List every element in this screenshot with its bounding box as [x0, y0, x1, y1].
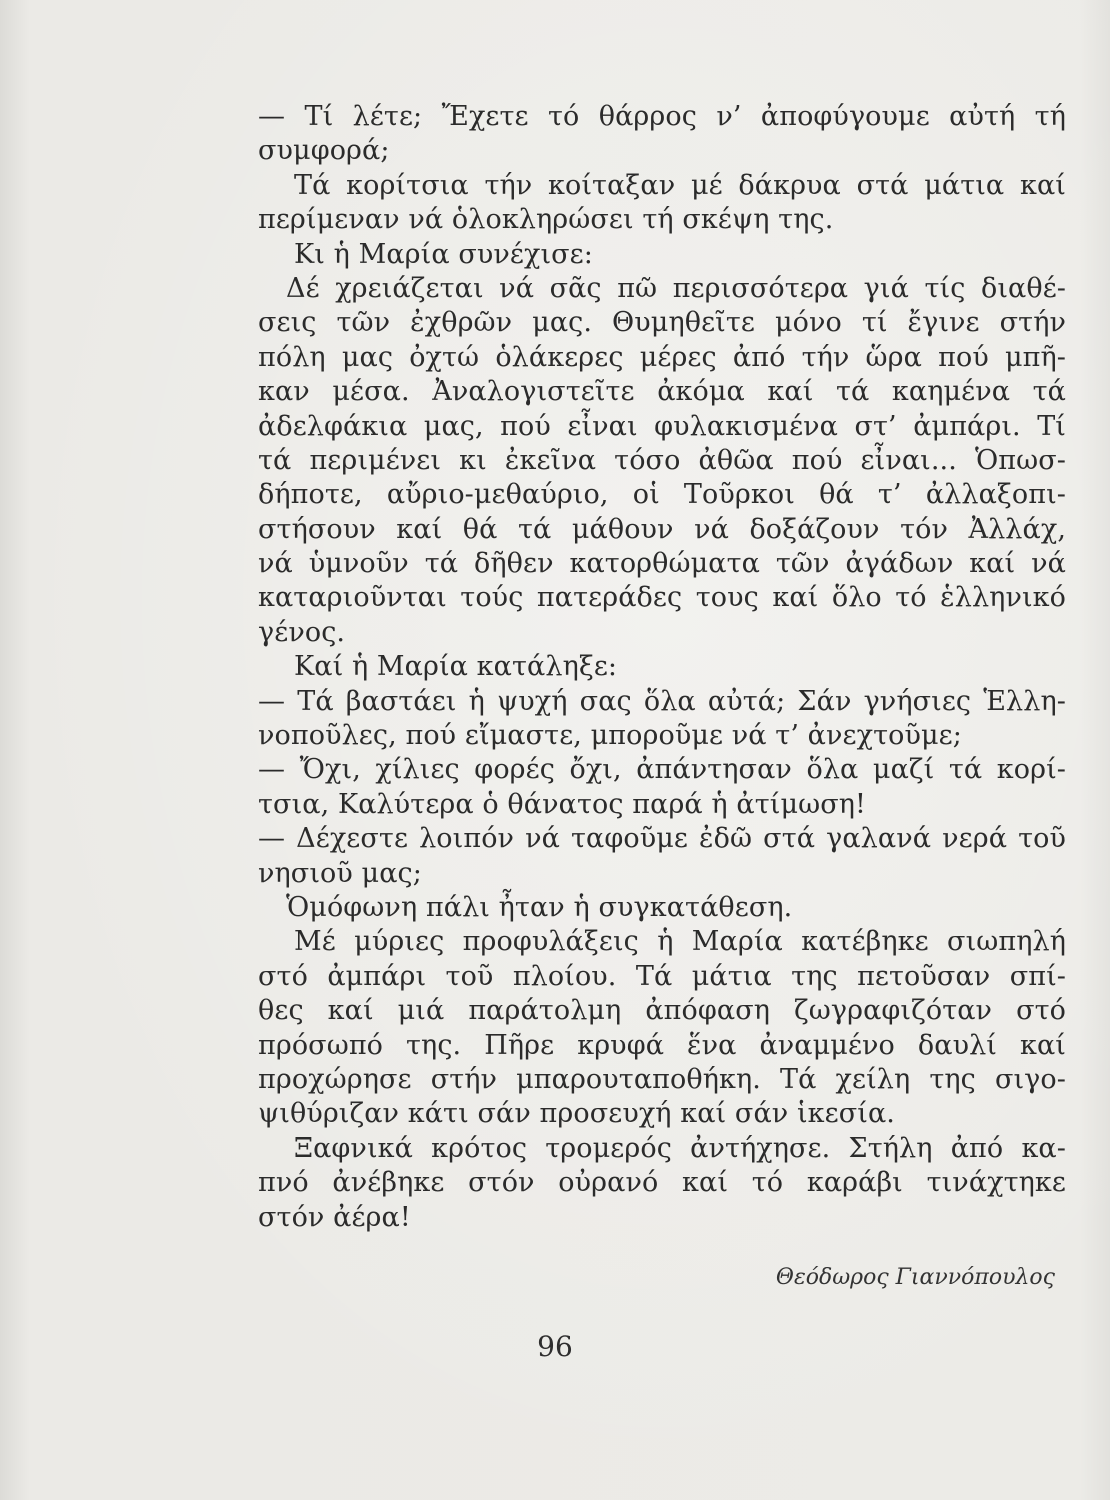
text-line: περίμεναν νά ὁλοκληρώσει τή σκέψη της. — [258, 204, 834, 236]
page-number: 96 — [537, 1330, 573, 1363]
text-line: στό ἀμπάρι τοῦ πλοίου. Τά μάτια της πετοῦσαν σπί- — [258, 960, 1066, 992]
text-line: — Ὄχι, χίλιες φορές ὄχι, ἀπάντησαν ὅλα μαζί τά κορί- — [258, 754, 1066, 786]
text-line: νοποῦλες, πού εἴμαστε, μποροῦμε νά τ’ ἀνεχτοῦμε; — [258, 720, 962, 752]
text-line: καν μέσα. Ἀναλογιστεῖτε ἀκόμα καί τά καημένα τά — [258, 376, 1066, 408]
text-line: καταριοῦνται τούς πατεράδες τους καί ὅλο τό ἑλληνικό — [258, 582, 1066, 614]
text-line: θες καί μιά παράτολμη ἀπόφαση ζωγραφιζόταν στό — [258, 995, 1066, 1027]
text-line: προχώρησε στήν μπαρουταποθήκη. Τά χείλη της σιγο- — [258, 1063, 1066, 1095]
text-line: Κι ἡ Μαρία συνέχισε: — [294, 238, 593, 270]
text-line: τά περιμένει κι ἐκεῖνα τόσο ἀθῶα πού εἶναι... Ὁπωσ- — [258, 444, 1066, 476]
text-line: Ξαφνικά κρότος τρομερός ἀντήχησε. Στήλη ἀπό κα- — [294, 1132, 1066, 1164]
text-line: Τά κορίτσια τήν κοίταξαν μέ δάκρυα στά μάτια καί — [294, 169, 1066, 201]
text-line: Ὁμόφωνη πάλι ἦταν ἡ συγκατάθεση. — [286, 891, 793, 923]
text-line: σεις τῶν ἐχθρῶν μας. Θυμηθεῖτε μόνο τί ἔγινε στήν — [258, 307, 1066, 339]
author-signature: Θεόδωρος Γιαννόπουλος — [775, 1265, 1055, 1290]
text-line: Μέ μύριες προφυλάξεις ἡ Μαρία κατέβηκε σιωπηλή — [294, 926, 1066, 958]
text-line: γένος. — [258, 616, 346, 648]
text-line: ἀδελφάκια μας, πού εἶναι φυλακισμένα στ’ ἀμπάρι. Τί — [258, 410, 1066, 442]
text-line: στόν ἀέρα! — [258, 1201, 411, 1233]
text-line: — Τί λέτε; Ἔχετε τό θάρρος ν’ ἀποφύγουμε αὐτή τή — [258, 101, 1066, 132]
text-line: πρόσωπό της. Πῆρε κρυφά ἕνα ἀναμμένο δαυλί καί — [258, 1029, 1066, 1061]
text-line: συμφορά; — [258, 135, 390, 167]
text-line: πνό ἀνέβηκε στόν οὐρανό καί τό καράβι τινάχτηκε — [258, 1167, 1066, 1199]
text-line: δήποτε, αὔριο-μεθαύριο, οἱ Τοῦρκοι θά τ’ ἀλλαξοπι- — [258, 479, 1066, 511]
text-line: πόλη μας ὀχτώ ὁλάκερες μέρες ἀπό τήν ὥρα πού μπῆ- — [258, 341, 1066, 373]
text-line: Καί ἡ Μαρία κατάληξε: — [294, 651, 618, 683]
text-line: — Δέχεστε λοιπόν νά ταφοῦμε ἐδῶ στά γαλανά νερά τοῦ — [258, 823, 1066, 855]
text-line: — Τά βαστάει ἡ ψυχή σας ὅλα αὐτά; Σάν γνήσιες Ἑλλη- — [258, 685, 1066, 717]
text-line: Δέ χρειάζεται νά σᾶς πῶ περισσότερα γιά τίς διαθέ- — [286, 272, 1066, 304]
text-line: τσια, Καλύτερα ὁ θάνατος παρά ἡ ἀτίμωση! — [258, 788, 866, 820]
text-line: νησιοῦ μας; — [258, 857, 422, 889]
text-line: ψιθύριζαν κάτι σάν προσευχή καί σάν ἱκεσία. — [258, 1098, 895, 1130]
text-line: στήσουν καί θά τά μάθουν νά δοξάζουν τόν Ἀλλάχ, — [258, 513, 1066, 545]
text-line: νά ὑμνοῦν τά δῆθεν κατορθώματα τῶν ἀγάδων καί νά — [258, 548, 1066, 580]
body-text — [258, 100, 1066, 1235]
